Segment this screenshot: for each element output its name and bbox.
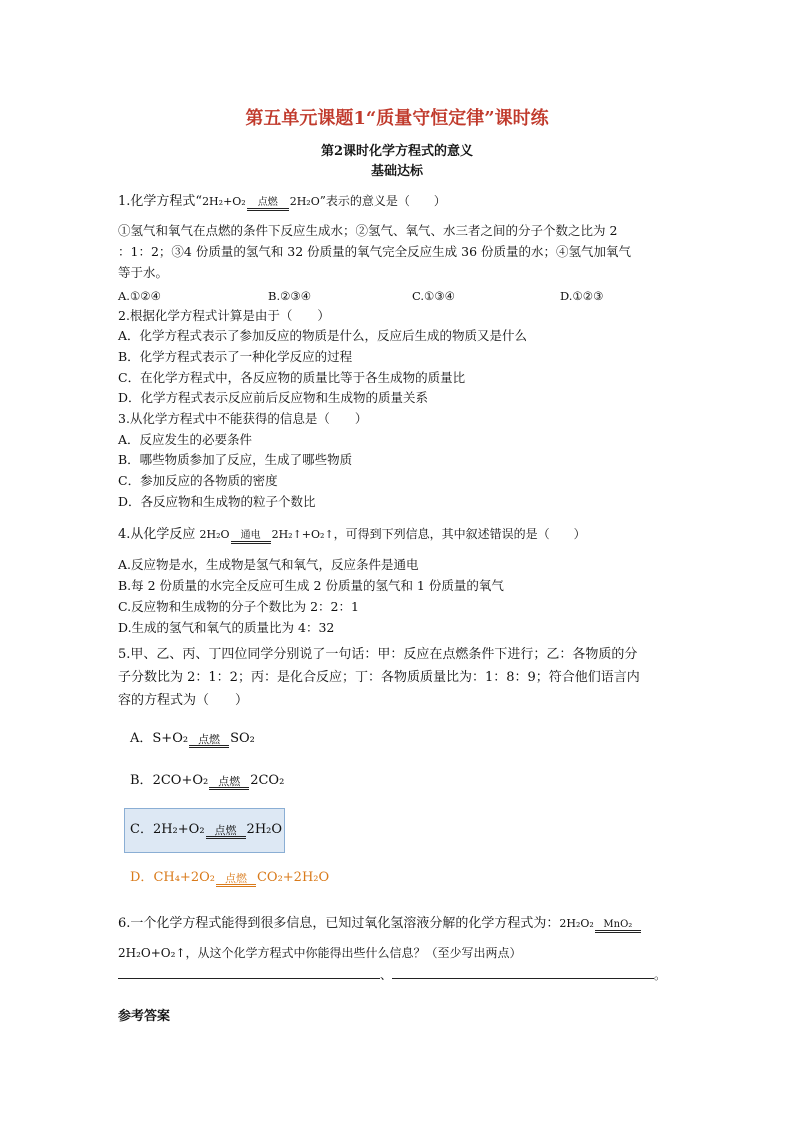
equation-reactants: 2H₂+O₂ [202,195,246,208]
section-heading: 基础达标 [370,164,423,179]
q5-stem-line: 子分数比为 2：1：2；丙：是化合反应；丁：各物质质量比为：1：8：9；符合他们语言内 [118,670,640,685]
equation-reactants: 2H₂O₂ [559,917,594,930]
q6-stem-line2: 2H₂O+O₂↑，从这个化学方程式中你能得出些什么信息？（至少写出两点） [118,946,522,960]
answer-heading: 参考答案 [118,1009,171,1024]
q1-stem: 1.化学方程式“2H₂+O₂ 点燃 2H₂O”表示的意义是（ ） [118,194,446,209]
q5-option-b[interactable]: B．2CO+O₂ 点燃 2CO₂ [130,773,285,788]
q5-stem-line: 容的方程式为（ ） [118,693,249,708]
reaction-condition: 点燃 [206,826,246,839]
reaction-condition: 点燃 [216,874,256,887]
reaction-condition: 点燃 [209,777,249,790]
q6-answer-blanks: 、 。 [118,966,666,984]
q1-body-line: ：1：2；③4 份质量的氢气和 32 份质量的氧气完全反应生成 36 份质量的水；④氢气加氧气 [118,244,632,259]
q3-option-b[interactable]: B．哪些物质参加了反应，生成了哪些物质 [118,452,353,467]
answer-blank-1[interactable] [118,966,380,979]
q1-body-line: ①氢气和氧气在点燃的条件下反应生成水；②氢气、氧气、水三者之间的分子个数之比为 2 [118,223,618,238]
option-c[interactable]: C.①③④ [412,289,455,303]
q2-option-d[interactable]: D．化学方程式表示反应前后反应物和生成物的质量关系 [118,390,429,405]
q4-option-d[interactable]: D.生成的氢气和氧气的质量比为 4：32 [118,620,335,635]
q2-option-b[interactable]: B．化学方程式表示了一种化学反应的过程 [118,349,353,364]
option-b[interactable]: B.②③④ [268,289,312,303]
lesson-subtitle: 第2课时化学方程式的意义 [320,144,474,159]
reaction-condition: 点燃 [247,198,289,211]
q3-option-a[interactable]: A．反应发生的必要条件 [118,432,253,447]
q4-stem: 4.从化学反应 2H₂O 通电 2H₂↑+O₂↑，可得到下列信息，其中叙述错误的是（ ） [118,527,586,542]
q3-option-d[interactable]: D．各反应物和生成物的粒子个数比 [118,494,316,509]
page-title: 第五单元课题1“质量守恒定律”课时练 [245,108,549,129]
q2-stem: 2.根据化学方程式计算是由于（ ） [118,308,330,323]
reaction-condition: 点燃 [189,735,229,748]
option-d[interactable]: D.①②③ [560,289,604,303]
q4-option-c[interactable]: C.反应物和生成物的分子个数比为 2：2：1 [118,599,359,614]
q6-stem: 6.一个化学方程式能得到很多信息，已知过氧化氢溶液分解的化学方程式为：2H₂O₂ MnO₂ [118,915,642,933]
equation-products: 2H₂O [289,195,320,208]
option-a[interactable]: A.①②④ [118,289,161,303]
q5-option-c[interactable]: C．2H₂+O₂ 点燃 2H₂O [130,822,283,837]
answer-blank-2[interactable] [392,966,654,979]
q5-option-d[interactable]: D．CH₄+2O₂ 点燃 CO₂+2H₂O [130,870,330,885]
q5-option-a[interactable]: A．S+O₂ 点燃 SO₂ [130,731,255,746]
q2-option-a[interactable]: A．化学方程式表示了参加反应的物质是什么，反应后生成的物质又是什么 [118,328,528,343]
q1-body-line: 等于水。 [118,265,169,280]
q4-option-a[interactable]: A.反应物是水，生成物是氢气和氧气，反应条件是通电 [118,557,419,572]
equation-products: 2H₂↑+O₂↑ [271,528,334,541]
q2-option-c[interactable]: C．在化学方程式中，各反应物的质量比等于各生成物的质量比 [118,370,466,385]
q4-option-b[interactable]: B.每 2 份质量的水完全反应可生成 2 份质量的氢气和 1 份质量的氧气 [118,578,504,593]
q3-stem: 3.从化学方程式中不能获得的信息是（ ） [118,411,368,426]
reaction-condition: MnO₂ [595,920,641,933]
equation-reactants: 2H₂O [199,528,230,541]
reaction-condition: 通电 [231,531,271,544]
q3-option-c[interactable]: C．参加反应的各物质的密度 [118,473,278,488]
q5-stem-line: 5.甲、乙、丙、丁四位同学分别说了一句话：甲：反应在点燃条件下进行；乙：各物质的分 [118,647,638,662]
